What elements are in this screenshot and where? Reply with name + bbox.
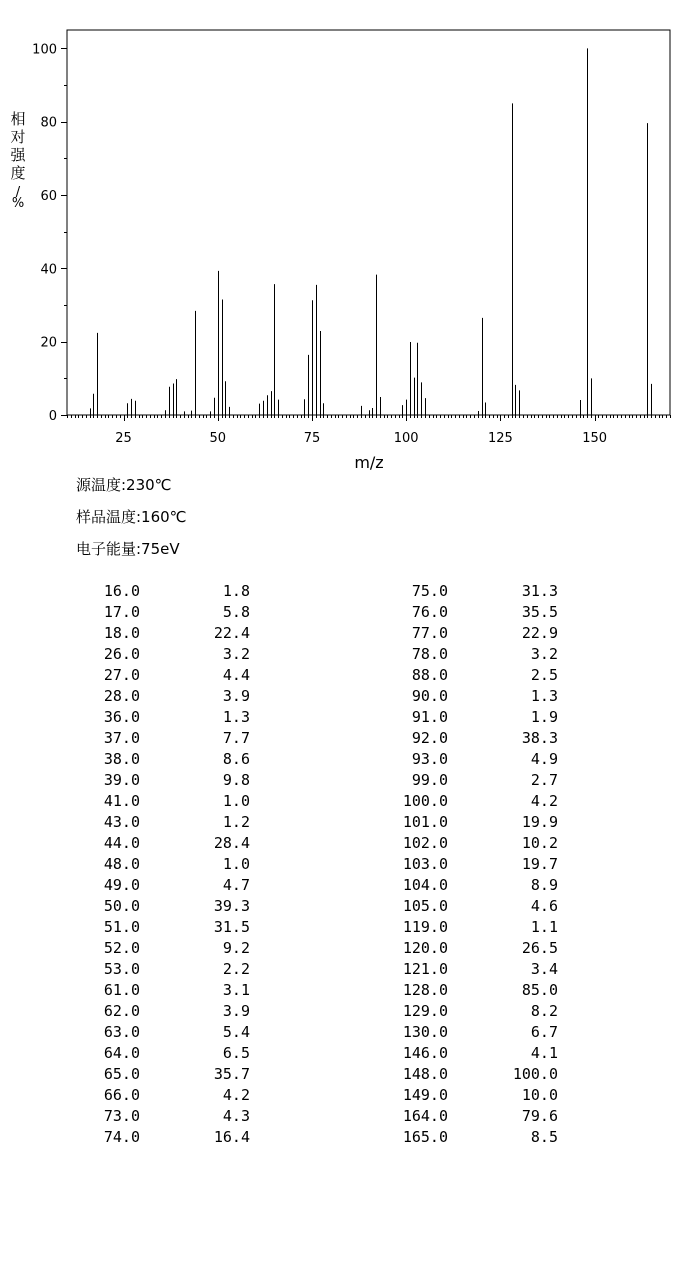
intensity-right: 79.6 <box>521 1107 558 1125</box>
x-tick-label: 50 <box>209 431 227 446</box>
intensity-right: 38.3 <box>521 729 558 747</box>
table-row <box>0 603 680 624</box>
table-row <box>0 960 680 981</box>
electron-energy: 电子能量:75eV <box>76 540 180 558</box>
intensity-left: 1.0 <box>222 792 250 810</box>
mz-right: 88.0 <box>411 666 448 684</box>
intensity-right: 8.2 <box>530 1002 558 1020</box>
intensity-left: 9.2 <box>222 939 250 957</box>
intensity-left: 5.4 <box>222 1023 250 1041</box>
bars-group <box>91 48 652 415</box>
mz-right: 78.0 <box>411 645 448 663</box>
mz-right: 119.0 <box>402 918 448 936</box>
table-row <box>0 1065 680 1086</box>
y-axis-label: 相对强度/ % <box>10 110 26 211</box>
intensity-right: 2.7 <box>530 771 558 789</box>
intensity-left: 7.7 <box>222 729 250 747</box>
mz-right: 104.0 <box>402 876 448 894</box>
mz-right: 149.0 <box>402 1086 448 1104</box>
intensity-right: 10.2 <box>521 834 558 852</box>
x-axis-label: m/z <box>354 453 384 470</box>
mz-right: 130.0 <box>402 1023 448 1041</box>
table-row <box>0 855 680 876</box>
mz-right: 164.0 <box>402 1107 448 1125</box>
intensity-right: 4.2 <box>530 792 558 810</box>
mz-left: 61.0 <box>103 981 140 999</box>
table-row <box>0 1023 680 1044</box>
intensity-right: 2.5 <box>530 666 558 684</box>
intensity-right: 8.9 <box>530 876 558 894</box>
mz-right: 93.0 <box>411 750 448 768</box>
peak-table <box>0 582 680 1149</box>
intensity-left: 8.6 <box>222 750 250 768</box>
table-row <box>0 939 680 960</box>
intensity-left: 35.7 <box>213 1065 250 1083</box>
intensity-right: 4.9 <box>530 750 558 768</box>
table-row <box>0 813 680 834</box>
mz-left: 43.0 <box>103 813 140 831</box>
intensity-right: 3.4 <box>530 960 558 978</box>
table-row <box>0 876 680 897</box>
intensity-left: 4.4 <box>222 666 250 684</box>
mz-right: 92.0 <box>411 729 448 747</box>
mz-left: 50.0 <box>103 897 140 915</box>
mz-left: 16.0 <box>103 582 140 600</box>
plot-frame <box>67 30 670 415</box>
mz-right: 121.0 <box>402 960 448 978</box>
intensity-left: 1.8 <box>222 582 250 600</box>
mz-right: 91.0 <box>411 708 448 726</box>
table-row <box>0 771 680 792</box>
mz-right: 76.0 <box>411 603 448 621</box>
intensity-left: 1.3 <box>222 708 250 726</box>
mz-left: 48.0 <box>103 855 140 873</box>
mz-left: 39.0 <box>103 771 140 789</box>
intensity-right: 1.3 <box>530 687 558 705</box>
mz-right: 103.0 <box>402 855 448 873</box>
y-axis <box>32 42 67 424</box>
intensity-right: 19.9 <box>521 813 558 831</box>
mz-left: 63.0 <box>103 1023 140 1041</box>
y-tick-label: 100 <box>32 42 57 58</box>
mz-left: 28.0 <box>103 687 140 705</box>
y-tick-label: 40 <box>40 262 57 278</box>
intensity-right: 4.6 <box>530 897 558 915</box>
mz-right: 90.0 <box>411 687 448 705</box>
intensity-right: 19.7 <box>521 855 558 873</box>
intensity-left: 9.8 <box>222 771 250 789</box>
mz-left: 37.0 <box>103 729 140 747</box>
intensity-right: 6.7 <box>530 1023 558 1041</box>
mz-left: 51.0 <box>103 918 140 936</box>
table-row <box>0 897 680 918</box>
intensity-right: 85.0 <box>521 981 558 999</box>
mz-left: 64.0 <box>103 1044 140 1062</box>
mz-right: 129.0 <box>402 1002 448 1020</box>
intensity-left: 3.9 <box>222 1002 250 1020</box>
mz-left: 73.0 <box>103 1107 140 1125</box>
table-row <box>0 708 680 729</box>
intensity-left: 31.5 <box>213 918 250 936</box>
x-tick-label: 25 <box>115 431 132 446</box>
mass-spectrum-chart <box>0 0 680 470</box>
mz-right: 100.0 <box>402 792 448 810</box>
intensity-left: 1.0 <box>222 855 250 873</box>
table-row <box>0 666 680 687</box>
x-tick-label: 150 <box>582 431 608 446</box>
intensity-right: 35.5 <box>521 603 558 621</box>
table-row <box>0 1044 680 1065</box>
mz-left: 52.0 <box>103 939 140 957</box>
mz-right: 120.0 <box>402 939 448 957</box>
intensity-left: 6.5 <box>222 1044 250 1062</box>
x-tick-label: 100 <box>393 431 419 446</box>
intensity-left: 4.3 <box>222 1107 250 1125</box>
intensity-left: 4.2 <box>222 1086 250 1104</box>
intensity-right: 1.1 <box>530 918 558 936</box>
mz-left: 44.0 <box>103 834 140 852</box>
intensity-left: 4.7 <box>222 876 250 894</box>
mz-right: 102.0 <box>402 834 448 852</box>
mz-left: 49.0 <box>103 876 140 894</box>
chart-svg <box>0 0 680 470</box>
mz-right: 75.0 <box>411 582 448 600</box>
mz-left: 18.0 <box>103 624 140 642</box>
mz-right: 105.0 <box>402 897 448 915</box>
intensity-left: 2.2 <box>222 960 250 978</box>
x-tick-label: 75 <box>303 431 321 446</box>
intensity-right: 4.1 <box>530 1044 558 1062</box>
table-row <box>0 624 680 645</box>
intensity-right: 8.5 <box>530 1128 558 1146</box>
intensity-left: 1.2 <box>222 813 250 831</box>
intensity-left: 3.9 <box>222 687 250 705</box>
x-axis <box>68 415 671 446</box>
mz-left: 26.0 <box>103 645 140 663</box>
source-temperature: 源温度:230℃ <box>76 476 172 494</box>
table-row <box>0 834 680 855</box>
intensity-right: 1.9 <box>530 708 558 726</box>
mz-right: 148.0 <box>402 1065 448 1083</box>
y-tick-label: 80 <box>40 115 57 131</box>
intensity-left: 16.4 <box>213 1128 250 1146</box>
intensity-right: 3.2 <box>530 645 558 663</box>
table-row <box>0 1128 680 1149</box>
sample-temperature: 样品温度:160℃ <box>76 508 187 526</box>
intensity-left: 5.8 <box>222 603 250 621</box>
mz-right: 165.0 <box>402 1128 448 1146</box>
intensity-left: 22.4 <box>213 624 250 642</box>
table-row <box>0 1086 680 1107</box>
intensity-right: 100.0 <box>512 1065 558 1083</box>
mz-left: 62.0 <box>103 1002 140 1020</box>
mz-left: 27.0 <box>103 666 140 684</box>
mz-left: 53.0 <box>103 960 140 978</box>
intensity-right: 26.5 <box>521 939 558 957</box>
mz-left: 74.0 <box>103 1128 140 1146</box>
table-row <box>0 1107 680 1128</box>
table-row <box>0 750 680 771</box>
table-row <box>0 1002 680 1023</box>
table-row <box>0 687 680 708</box>
y-tick-label: 20 <box>40 335 57 351</box>
mz-right: 101.0 <box>402 813 448 831</box>
intensity-right: 10.0 <box>521 1086 558 1104</box>
mz-left: 17.0 <box>103 603 140 621</box>
table-row <box>0 582 680 603</box>
intensity-left: 3.2 <box>222 645 250 663</box>
mz-right: 146.0 <box>402 1044 448 1062</box>
intensity-left: 28.4 <box>213 834 250 852</box>
mz-right: 99.0 <box>411 771 448 789</box>
table-row <box>0 792 680 813</box>
table-row <box>0 918 680 939</box>
intensity-right: 31.3 <box>521 582 558 600</box>
intensity-left: 39.3 <box>213 897 250 915</box>
mz-left: 36.0 <box>103 708 140 726</box>
table-row <box>0 645 680 666</box>
mz-left: 38.0 <box>103 750 140 768</box>
table-row <box>0 729 680 750</box>
mz-left: 66.0 <box>103 1086 140 1104</box>
y-tick-label: 60 <box>40 189 57 204</box>
mz-left: 41.0 <box>103 792 140 810</box>
mz-left: 65.0 <box>103 1065 140 1083</box>
intensity-right: 22.9 <box>521 624 558 642</box>
intensity-left: 3.1 <box>222 981 250 999</box>
y-tick-label: 0 <box>48 409 57 424</box>
table-row <box>0 981 680 1002</box>
mz-right: 77.0 <box>411 624 448 642</box>
x-tick-label: 125 <box>487 431 513 446</box>
mz-right: 128.0 <box>402 981 448 999</box>
